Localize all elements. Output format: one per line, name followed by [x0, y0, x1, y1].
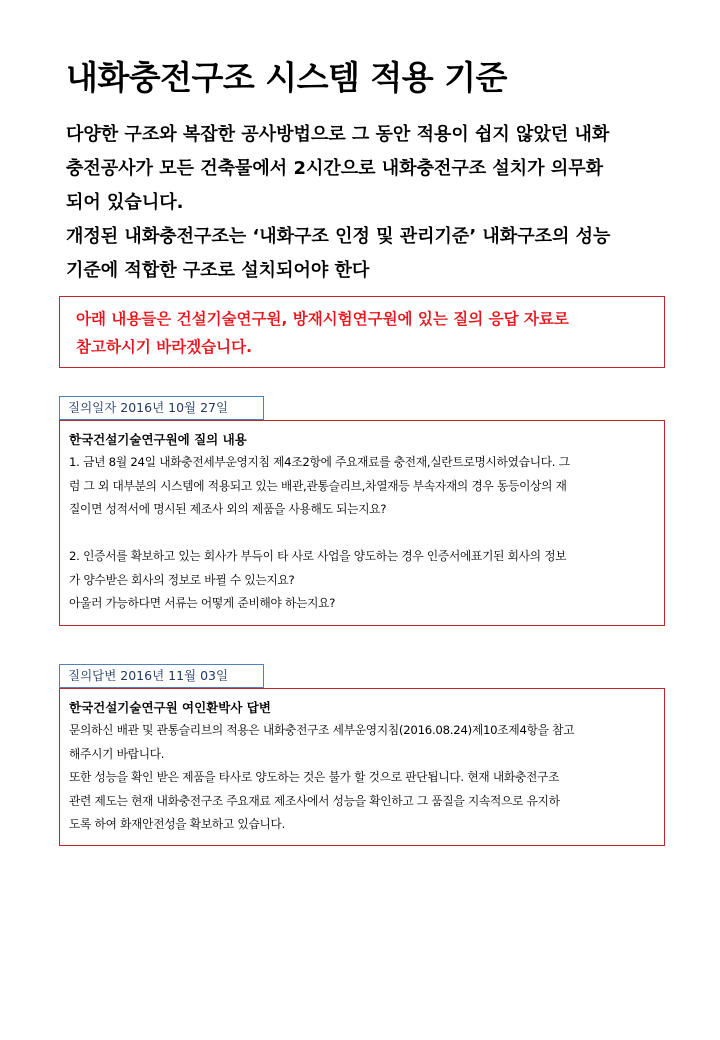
paragraph-gap	[69, 522, 656, 546]
question-line: 2. 인증서를 확보하고 있는 회사가 부득이 타 사로 사업을 양도하는 경우 인증서에표기된 회사의 정보	[69, 549, 567, 563]
intro-paragraph	[66, 118, 676, 288]
intro-line: 개정된 내화충전구조는 ‘내화구조 인정 및 관리기준’ 내화구조의 성능	[66, 226, 611, 247]
question-date-label: 질의일자 2016년 10월 27일	[59, 396, 264, 420]
intro-line: 다양한 구조와 복잡한 공사방법으로 그 동안 적용이 쉽지 않았던 내화	[66, 124, 610, 145]
question-heading: 한국건설기술연구원에 질의 내용	[69, 432, 247, 447]
answer-line: 관련 제도는 현재 내화충전구조 주요재료 제조사에서 성능을 확인하고 그 품질을 지속적으로 유지하	[69, 793, 560, 808]
notice-box	[59, 296, 665, 368]
question-line: 아울러 가능하다면 서류는 어떻게 준비해야 하는지요?	[69, 596, 336, 610]
question-line: 질이면 성적서에 명시된 제조사 외의 제품을 사용해도 되는지요?	[69, 502, 387, 516]
answer-line: 도록 하여 화재안전성을 확보하고 있습니다.	[69, 817, 286, 831]
question-box	[59, 420, 665, 626]
question-line: 가 양수받은 회사의 정보로 바뀔 수 있는지요?	[69, 572, 295, 587]
notice-line: 아래 내용들은 건설기술연구원, 방재시험연구원에 있는 질의 응답 자료로	[76, 310, 569, 328]
answer-line: 해주시기 바랍니다.	[69, 746, 165, 761]
answer-box	[59, 688, 665, 846]
intro-line: 기준에 적합한 구조로 설치되어야 한다	[66, 260, 370, 281]
intro-line: 되어 있습니다.	[66, 192, 184, 213]
question-line: 럼 그 외 대부분의 시스템에 적용되고 있는 배관,관통슬리브,차열재등 부속자재의 경우 동등이상의 재	[69, 478, 567, 493]
question-line: 1. 금년 8월 24일 내화충전세부운영지침 제4조2항에 주요재료를 충전재,실란트로명시하였습니다. 그	[69, 455, 570, 469]
answer-line: 또한 성능을 확인 받은 제품을 타사로 양도하는 것은 불가 할 것으로 판단됩니다. 현재 내화충전구조	[69, 770, 560, 784]
answer-line: 문의하신 배관 및 관통슬리브의 적용은 내화충전구조 세부운영지침(2016.08.24)제10조제4항을 참고	[69, 723, 575, 737]
answer-date-label: 질의답변 2016년 11월 03일	[59, 664, 264, 688]
page-title: 내화충전구조 시스템 적용 기준	[66, 58, 507, 97]
intro-line: 충전공사가 모든 건축물에서 2시간으로 내화충전구조 설치가 의무화	[66, 158, 603, 179]
notice-line: 참고하시기 바라겠습니다.	[76, 338, 252, 356]
answer-heading: 한국건설기술연구원 여인환박사 답변	[69, 700, 271, 715]
